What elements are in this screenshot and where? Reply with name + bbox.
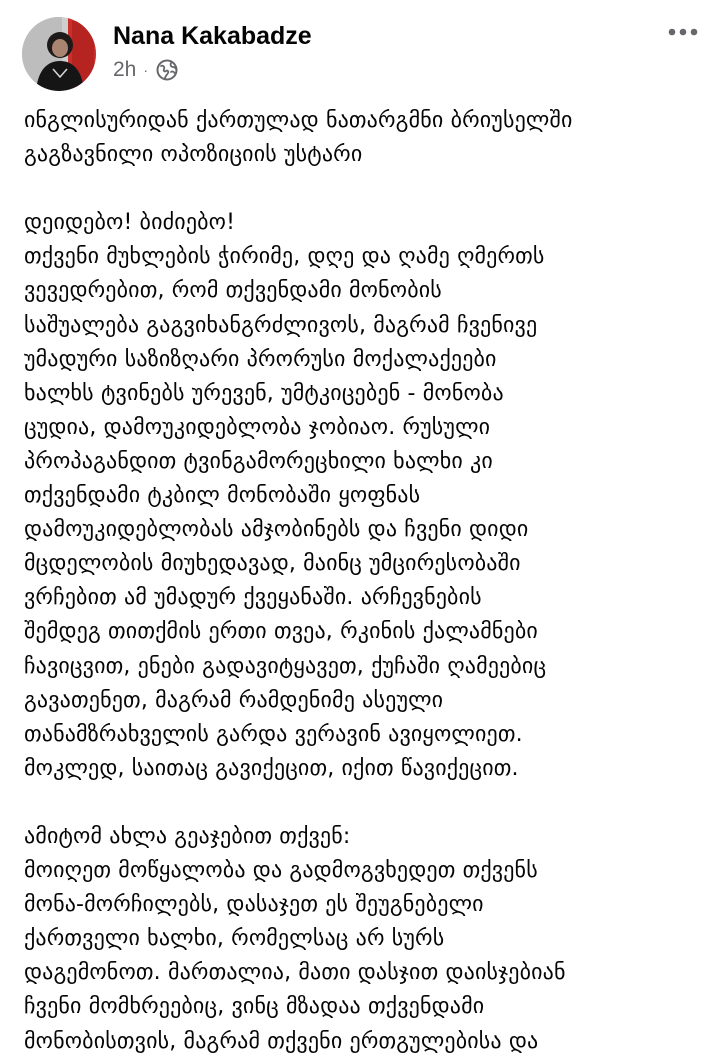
- post-text-line: თანამზრახველის გარდა ვერავინ ავიყოლიეთ.: [24, 721, 523, 747]
- post-text: [24, 104, 714, 1059]
- post-text-line: მცდელობის მიუხედავად, მაინც უმცირესობაში: [24, 551, 521, 577]
- post-text-line: შემდეგ თითქმის ერთი თვეა, რკინის ქალამნები: [24, 619, 538, 645]
- post-text-line: გავათენეთ, მაგრამ რამდენიმე ასეული: [24, 687, 444, 713]
- post-text-line: ვრჩებით ამ უმადურ ქვეყანაში. არჩევნების: [24, 585, 482, 611]
- author-name[interactable]: Nana Kakabadze: [113, 22, 312, 50]
- post-text-line: გაგზავნილი ოპოზიციის უსტარი: [24, 142, 363, 168]
- post-text-line: ქართველი ხალხი, რომელსაც არ სურს: [24, 926, 445, 952]
- post-text-line: უმადური საზიზღარი პრორუსი მოქალაქეები: [24, 346, 497, 372]
- post-header: [0, 0, 725, 100]
- post-time[interactable]: 2h: [113, 58, 137, 81]
- post-text-line: ვევედრებით, რომ თქვენდამი მონობის: [24, 278, 442, 304]
- post-text-line: დაგემონოთ. მართალია, მათი დასჯით დაისჯებიან: [24, 960, 566, 986]
- post-text-line: მონა-მორჩილებს, დასაჯეთ ეს შეუგნებელი: [24, 892, 484, 918]
- post-text-line: ჩვენი მომხრეებიც, ვინც მზადაა თქვენდამი: [24, 994, 485, 1020]
- post-text-line: ჩავიცვით, ენები გადავიტყავეთ, ქუჩაში ღამეებიც: [24, 653, 547, 679]
- post-text-line: თქვენი მუხლების ჭირიმე, დღე და ღამე ღმერთს: [24, 244, 545, 270]
- post-text-line: დეიდებო! ბიძიებო!: [24, 210, 236, 236]
- post-text-line: საშუალება გაგვიხანგრძლივოს, მაგრამ ჩვენივე: [24, 312, 538, 338]
- post-text-line: ხალხს ტვინებს ურევენ, უმტკიცებენ - მონობა: [24, 380, 504, 406]
- post-text-line: ცუდია, დამოუკიდებლობა ჯობიაო. რუსული: [24, 414, 491, 440]
- post-text-line: მოიღეთ მოწყალობა და გადმოგვხედეთ თქვენს: [24, 858, 538, 884]
- globe-icon[interactable]: [156, 59, 178, 81]
- avatar-image: [22, 17, 96, 91]
- meta-separator: ·: [143, 62, 149, 78]
- blank-line: [24, 786, 714, 820]
- post-meta: [113, 56, 178, 84]
- post-text-line: მონობისთვის, მაგრამ თქვენი ერთგულებისა და: [24, 1028, 539, 1054]
- post-text-line: თქვენდამი ტკბილ მონობაში ყოფნას: [24, 483, 421, 509]
- avatar[interactable]: [22, 17, 96, 91]
- post-text-line: ინგლისურიდან ქართულად ნათარგმნი ბრიუსელში: [24, 108, 573, 133]
- post-text-line: მოკლედ, საითაც გავიქეცით, იქით წავიქეცით.: [24, 755, 519, 781]
- post-text-line: პროპაგანდით ტვინგამორეცხილი ხალხი კი: [24, 448, 493, 474]
- post-text-line: ამიტომ ახლა გეაჯებით თქვენ:: [24, 823, 351, 849]
- post-text-line: დამოუკიდებლობას ამჯობინებს და ჩვენი დიდი: [24, 517, 529, 543]
- blank-line: [24, 172, 714, 206]
- more-options-icon[interactable]: [664, 22, 702, 42]
